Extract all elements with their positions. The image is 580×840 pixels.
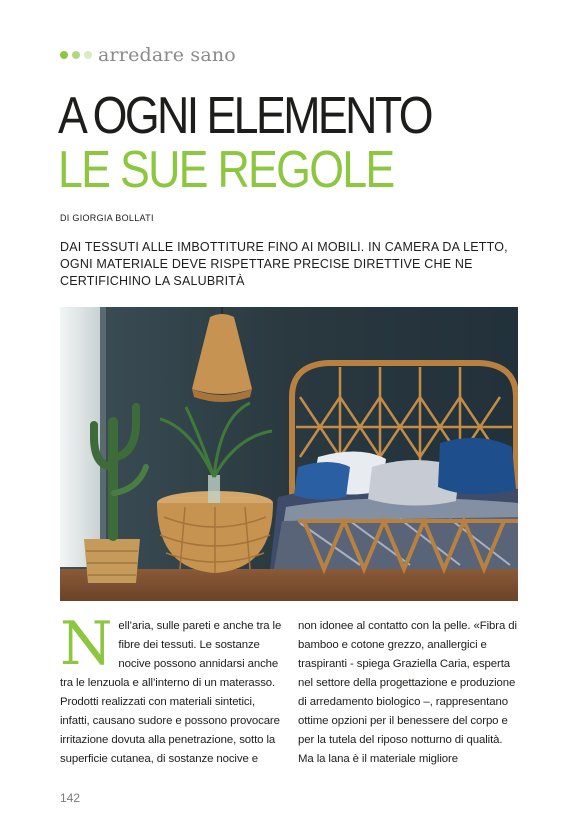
section-tag <box>60 44 236 66</box>
dot-icon <box>84 51 92 59</box>
article-column-2 <box>298 617 520 769</box>
article-body <box>60 609 520 769</box>
column-1-text: ell’aria, sulle pareti e anche tra le fibre dei tessuti. Le sostanze nocive possono annidarsi anche tra le lenzuola e all’interno di un materasso. Prodotti realizzati con materiali sintetici, infatti, causano sudore e possono provocare irritazione dovuta alla penetrazione, sotto la superficie cutanea, di sostanze nocive e <box>60 620 282 765</box>
dot-icon <box>60 51 68 59</box>
article-title-line2: LE SUE REGOLE <box>58 141 394 199</box>
section-dots-icon <box>60 51 92 59</box>
page-number: 142 <box>60 791 81 805</box>
article-column-1 <box>60 609 282 769</box>
dot-icon <box>72 51 80 59</box>
article-lead: DAI TESSUTI ALLE IMBOTTITURE FINO AI MOBILI. IN CAMERA DA LETTO, OGNI MATERIALE DEVE RISPETTARE PRECISE DIRETTIVE CHE NE CERTIFICHINO LA SALUBRITÀ <box>60 240 508 288</box>
column-2-text: non idonee al contatto con la pelle. «Fibra di bamboo e cotone grezzo, anallergici e traspiranti - spiega Graziella Caria, esperta nel settore della progettazione e produzione di arredamento biologico –, rappresentano ottime opzioni per il benessere del corpo e per la tutela del riposo notturno di qualità. Ma la lana è il materiale migliore <box>298 620 517 765</box>
section-label: arredare sano <box>98 44 236 66</box>
bedroom-illustration <box>60 307 518 601</box>
article-byline: DI GIORGIA BOLLATI <box>60 213 154 223</box>
article-title-line1: A OGNI ELEMENTO <box>58 87 431 145</box>
bedroom-photo <box>60 307 518 601</box>
drop-cap: N <box>60 609 113 679</box>
